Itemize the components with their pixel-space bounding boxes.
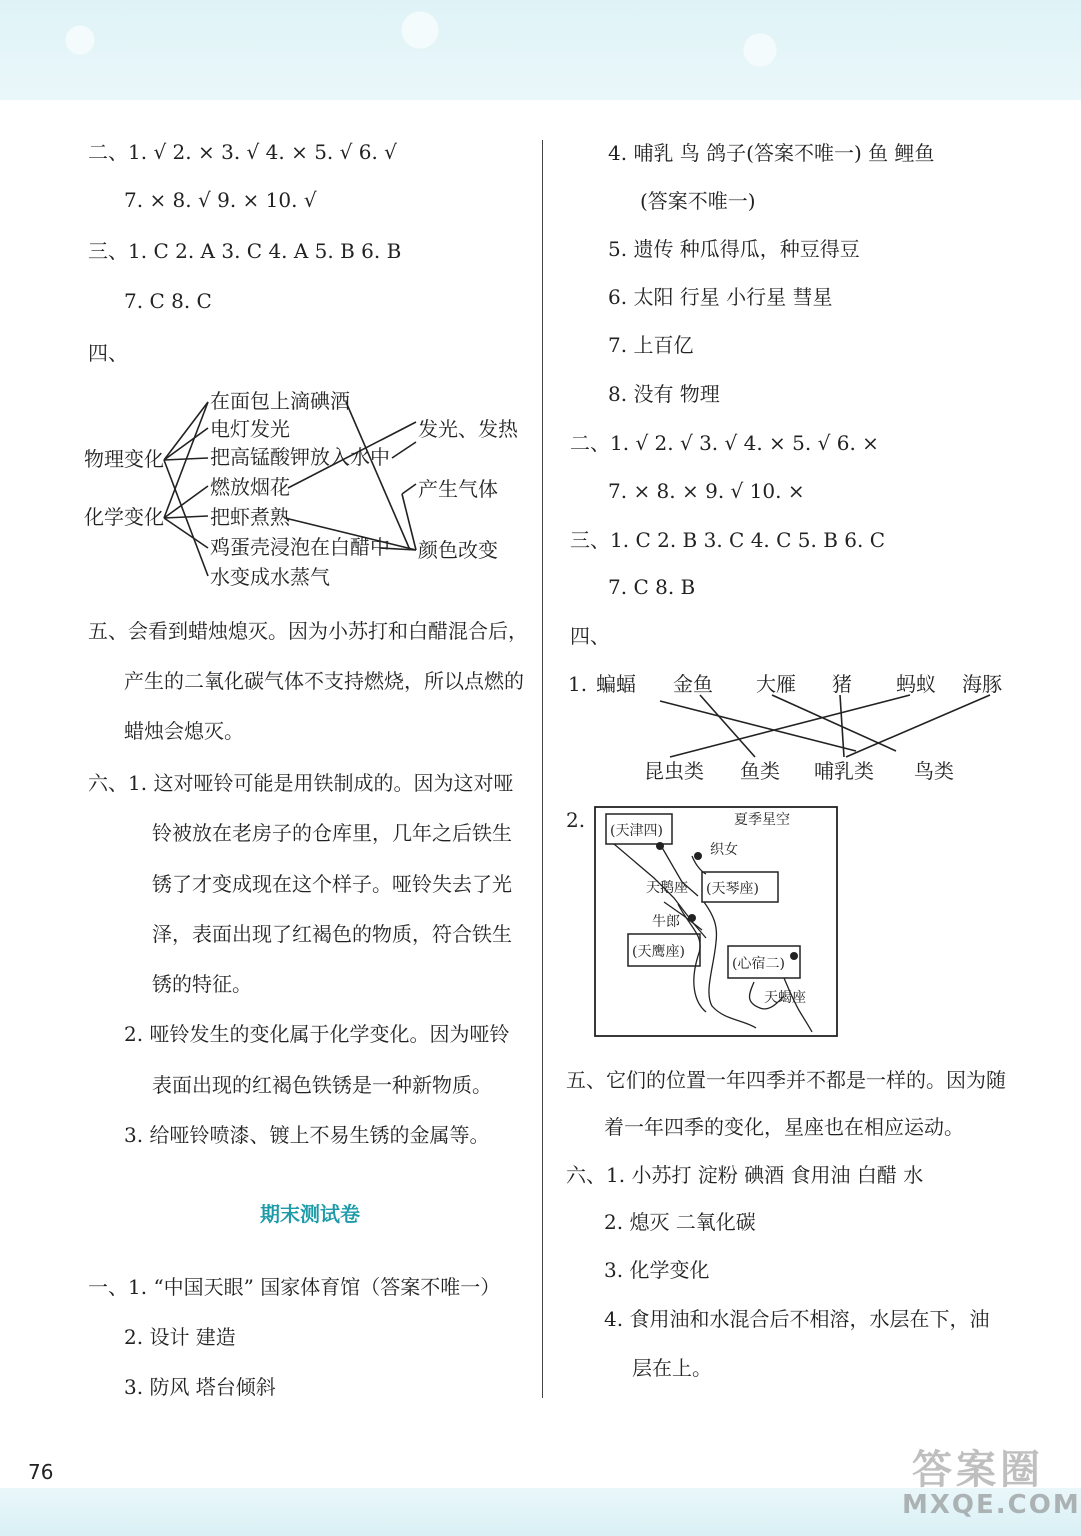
animal-6: 海豚	[962, 672, 1002, 696]
left-line-16: 3. 给哑铃喷漆、镀上不易生锈的金属等。	[124, 1123, 490, 1147]
animals-num: 1.	[568, 672, 588, 696]
right-line-18: 层在上。	[632, 1356, 712, 1380]
left-line-9: 六、1. 这对哑铃可能是用铁制成的。因为这对哑	[88, 771, 514, 795]
right-line-15: 2. 熄灭 二氧化碳	[604, 1210, 756, 1234]
watermark-site: MXQE.COM	[902, 1490, 1081, 1520]
right-line-9: 三、1. C 2. B 3. C 4. C 5. B 6. C	[570, 528, 886, 552]
right-line-6: 8. 没有 物理	[608, 382, 720, 406]
star-label-4: 天蝎座	[764, 990, 806, 1006]
match-item-2: 电灯发光	[210, 417, 290, 441]
left-line-18: 2. 设计 建造	[124, 1325, 236, 1349]
star-box-2: (天琴座)	[706, 881, 759, 897]
star-label-1: 织女	[710, 842, 738, 858]
right-line-12: 五、它们的位置一年四季并不都是一样的。因为随	[566, 1068, 1006, 1092]
right-line-10: 7. C 8. B	[608, 575, 696, 599]
category-1: 昆虫类	[644, 759, 704, 783]
match-result-1: 发光、发热	[418, 417, 518, 441]
right-line-7: 二、1. √ 2. √ 3. √ 4. × 5. √ 6. ×	[570, 431, 879, 455]
page-number: 76	[28, 1460, 54, 1484]
match-item-1: 在面包上滴碘酒	[210, 389, 350, 413]
left-line-4: 7. C 8. C	[124, 289, 212, 313]
left-line-19: 3. 防风 塔台倾斜	[124, 1375, 276, 1399]
match-item-5: 把虾煮熟	[210, 505, 290, 529]
animal-1: 蝙蝠	[596, 672, 636, 696]
left-line-14: 2. 哑铃发生的变化属于化学变化。因为哑铃	[124, 1022, 510, 1046]
match-item-6: 鸡蛋壳浸泡在白醋中	[210, 535, 390, 559]
left-line-15: 表面出现的红褐色铁锈是一种新物质。	[152, 1073, 492, 1097]
left-line-10: 铃被放在老房子的仓库里，几年之后铁生	[152, 821, 512, 845]
animal-4: 猪	[832, 672, 852, 696]
matching-diagram-animals	[560, 665, 1040, 790]
star-map-diagram	[594, 806, 838, 1038]
right-line-1: 4. 哺乳 鸟 鸽子(答案不唯一) 鱼 鲤鱼	[608, 141, 935, 165]
left-line-3: 三、1. C 2. A 3. C 4. A 5. B 6. B	[88, 239, 402, 263]
animal-5: 蚂蚁	[896, 672, 936, 696]
left-line-1: 二、1. √ 2. × 3. √ 4. × 5. √ 6. √	[88, 140, 397, 164]
watermark-logo: 答案圈	[912, 1447, 1044, 1493]
right-line-16: 3. 化学变化	[604, 1258, 710, 1282]
top-decoration-band	[0, 0, 1081, 100]
match-item-7: 水变成水蒸气	[210, 565, 330, 589]
right-line-2: (答案不唯一)	[640, 189, 756, 213]
left-line-8: 蜡烛会熄灭。	[124, 719, 244, 743]
star-label-3: 牛郎	[652, 914, 680, 930]
right-line-8: 7. × 8. × 9. √ 10. ×	[608, 479, 805, 503]
match-result-3: 颜色改变	[418, 538, 498, 562]
right-line-13: 着一年四季的变化，星座也在相应运动。	[604, 1115, 964, 1139]
section-title: 期末测试卷	[260, 1202, 360, 1226]
left-line-2: 7. × 8. √ 9. × 10. √	[124, 188, 317, 212]
category-3: 哺乳类	[814, 759, 874, 783]
star-map-num: 2.	[566, 808, 586, 832]
match-label-chemical: 化学变化	[84, 505, 164, 529]
left-line-13: 锈的特征。	[152, 972, 252, 996]
animal-3: 大雁	[756, 672, 796, 696]
watermark	[902, 1438, 1081, 1524]
right-line-3: 5. 遗传 种瓜得瓜，种豆得豆	[608, 237, 860, 261]
animal-2: 金鱼	[673, 672, 713, 696]
left-line-5: 四、	[88, 341, 128, 365]
star-label-2: 天鹅座	[646, 880, 688, 896]
category-2: 鱼类	[740, 759, 780, 783]
left-line-11: 锈了才变成现在这个样子。哑铃失去了光	[152, 872, 512, 896]
right-line-11: 四、	[570, 624, 610, 648]
star-box-3: (天鹰座)	[632, 944, 685, 960]
match-result-2: 产生气体	[418, 477, 498, 501]
left-line-17: 一、1. “中国天眼” 国家体育馆（答案不唯一）	[88, 1275, 501, 1299]
star-box-1: (天津四)	[610, 823, 663, 839]
left-line-6: 五、会看到蜡烛熄灭。因为小苏打和白醋混合后，	[88, 619, 528, 643]
right-line-17: 4. 食用油和水混合后不相溶，水层在下，油	[604, 1307, 990, 1331]
right-line-5: 7. 上百亿	[608, 333, 694, 357]
left-line-12: 泽，表面出现了红褐色的物质，符合铁生	[152, 922, 512, 946]
matching-diagram-changes	[80, 380, 540, 595]
category-4: 鸟类	[914, 759, 954, 783]
right-line-4: 6. 太阳 行星 小行星 彗星	[608, 285, 833, 309]
right-line-14: 六、1. 小苏打 淀粉 碘酒 食用油 白醋 水	[566, 1163, 924, 1187]
star-map-title: 夏季星空	[734, 812, 790, 828]
left-line-7: 产生的二氧化碳气体不支持燃烧，所以点燃的	[124, 669, 524, 693]
star-box-4: (心宿二)	[732, 956, 785, 972]
match-item-4: 燃放烟花	[210, 475, 290, 499]
column-divider	[542, 140, 543, 1398]
match-item-3: 把高锰酸钾放入水中	[210, 445, 390, 469]
match-label-physical: 物理变化	[84, 447, 164, 471]
